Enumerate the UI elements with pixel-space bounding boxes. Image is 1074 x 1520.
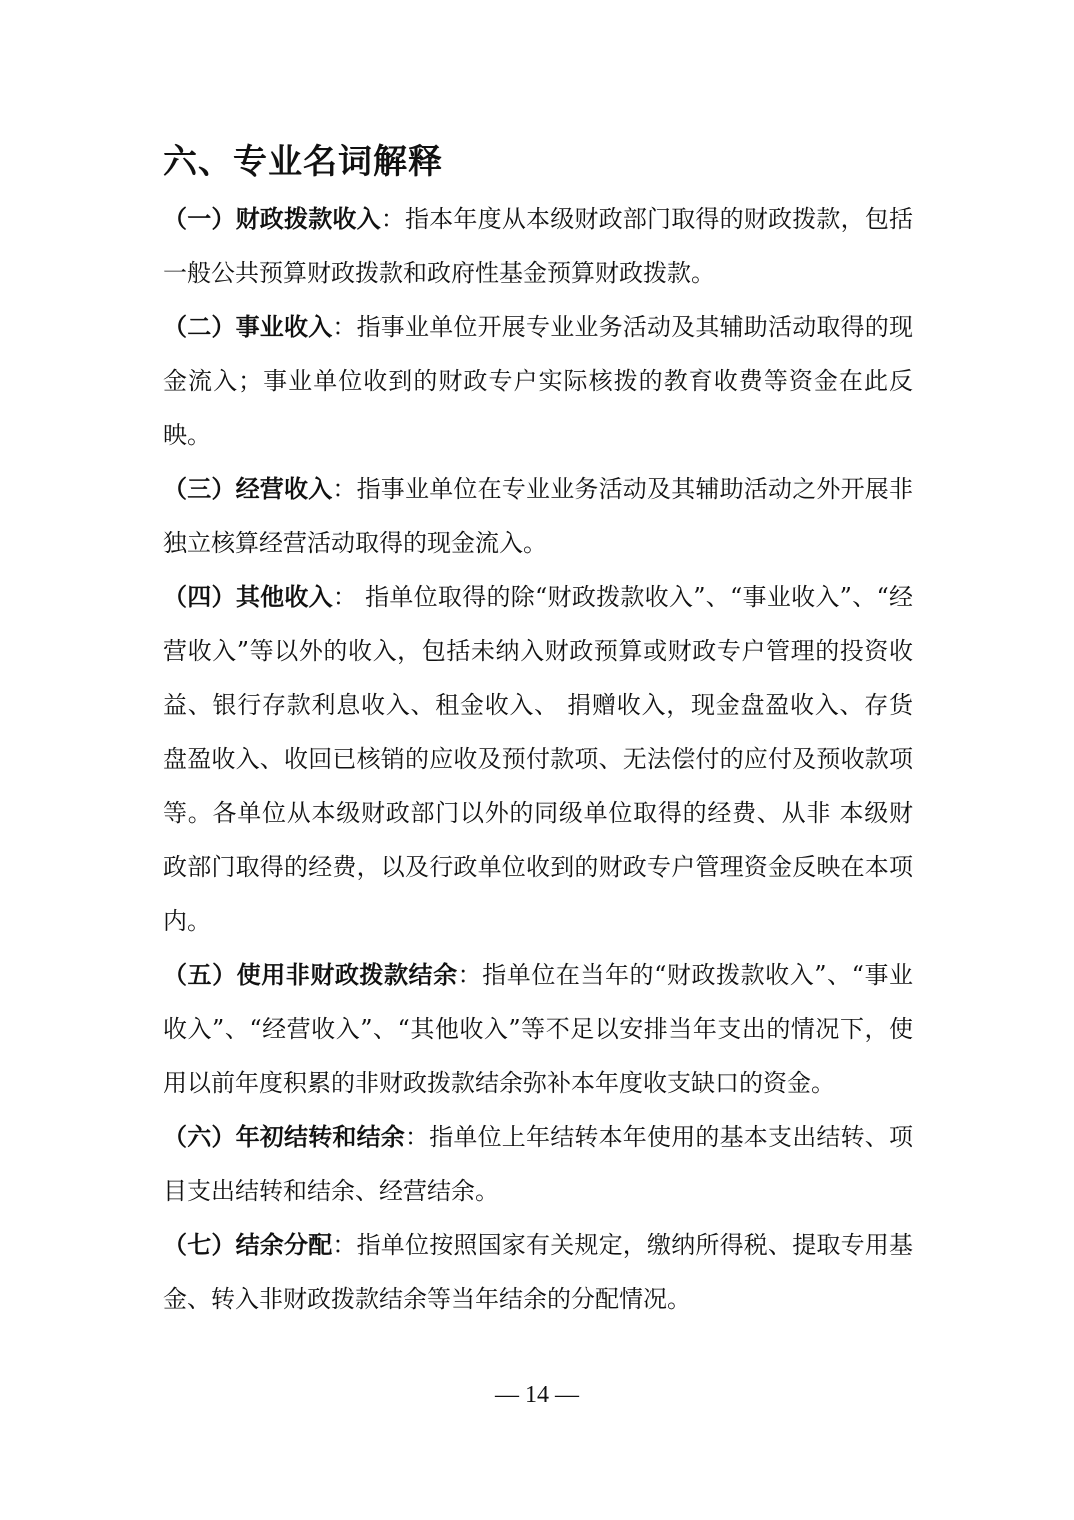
term-heading: （六）年初结转和结余: [163, 1122, 405, 1151]
term-paragraph-5: [163, 948, 913, 1110]
term-separator: ：: [405, 1123, 430, 1151]
term-separator: ：: [332, 1231, 357, 1259]
term-heading: （四）其他收入: [163, 582, 333, 611]
term-paragraph-4: [163, 570, 913, 948]
term-heading: （五）使用非财政拨款结余: [163, 960, 458, 989]
term-paragraph-6: [163, 1110, 913, 1218]
term-separator: ：: [332, 583, 358, 611]
term-definition: 指单位取得的除“财政拨款收入”、“事业收入”、“经营收入”等以外的收入，包括未纳入财政预算或财政专户管理的投资收益、银行存款利息收入、租金收入、 捐赠收入，现金盘盈收入、存货盘盈收入、收回已核销的应收及预付款项、无法偿付的应付及预收款项等。各单位从本级财政部门以外的同级单位取得的经费、从非 本级财政部门取得的经费，以及行政单位收到的财政专户管理资金反映在本项内。: [163, 583, 914, 935]
section-title: 六、专业名词解释: [163, 142, 443, 182]
document-page: [163, 140, 913, 1326]
term-definition: 指单位上年结转本年使用的基本支出结转、项目支出结转和结余、经营结余。: [163, 1123, 914, 1205]
term-paragraph-7: [163, 1218, 913, 1326]
term-separator: ：: [332, 313, 357, 341]
term-paragraph-2: [163, 300, 913, 462]
term-heading: （三）经营收入: [163, 474, 333, 503]
term-paragraph-3: [163, 462, 913, 570]
term-paragraph-1: [163, 192, 913, 300]
term-separator: ：: [457, 961, 483, 989]
term-separator: ：: [380, 205, 406, 233]
term-heading: （一）财政拨款收入: [163, 204, 381, 233]
term-heading: （七）结余分配: [163, 1230, 333, 1259]
term-definition: 指事业单位在专业业务活动及其辅助活动之外开展非独立核算经营活动取得的现金流入。: [163, 475, 914, 557]
term-heading: （二）事业收入: [163, 312, 333, 341]
term-definition: 指本年度从本级财政部门取得的财政拨款，包括一般公共预算财政拨款和政府性基金预算财政拨款。: [163, 205, 914, 287]
term-separator: ：: [332, 475, 357, 503]
page-number: — 14 —: [495, 1382, 579, 1408]
term-definition: 指事业单位开展专业业务活动及其辅助活动取得的现金流入；事业单位收到的财政专户实际核拨的教育收费等资金在此反映。: [163, 313, 914, 449]
term-definition: 指单位按照国家有关规定，缴纳所得税、提取专用基金、转入非财政拨款结余等当年结余的分配情况。: [163, 1231, 914, 1313]
term-definition: 指单位在当年的“财政拨款收入”、“事业收入”、“经营收入”、“其他收入”等不足以安排当年支出的情况下，使用以前年度积累的非财政拨款结余弥补本年度收支缺口的资金。: [163, 961, 914, 1097]
